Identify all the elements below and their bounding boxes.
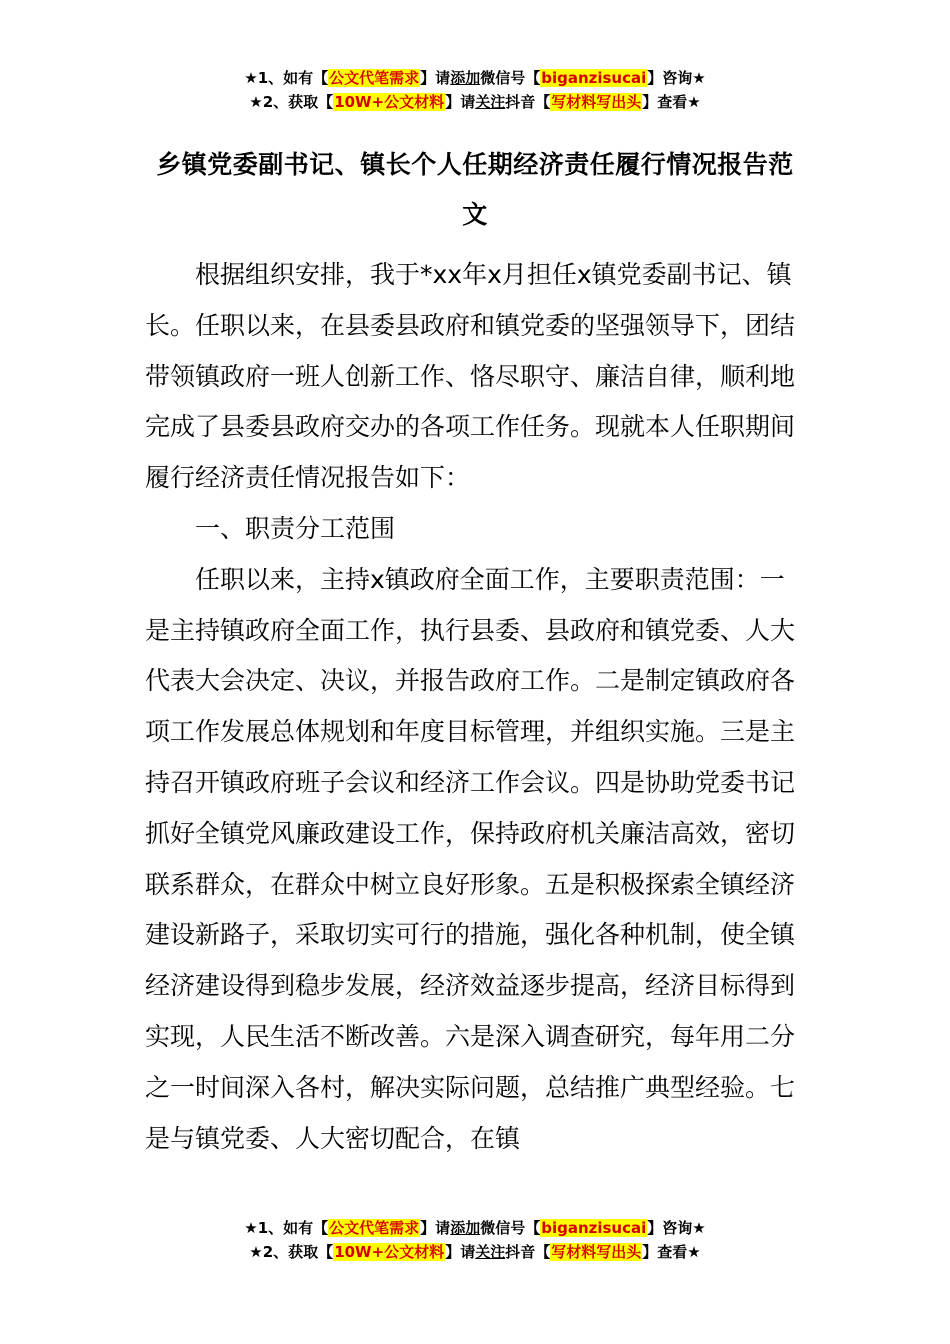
banner-line-1 [0, 1216, 950, 1240]
banner-text: 微信号【 [480, 69, 541, 87]
banner-underlined-text: 关注 [475, 1243, 506, 1261]
section-heading: 一、职责分工范围 [195, 513, 396, 543]
banner-line-2 [0, 90, 950, 114]
banner-highlight-douyin: 写材料写出头 [551, 1243, 642, 1261]
banner-highlight-wechat-id: biganzisucai [541, 69, 647, 87]
banner-text: 】咨询★ [647, 69, 706, 87]
banner-text: 】咨询★ [647, 1219, 706, 1237]
banner-text: ★1、如有【 [244, 69, 329, 87]
body-paragraph-intro: 根据组织安排，我于*xx年x月担任x镇党委副书记、镇长。任职以来，在县委县政府和镇党委的坚强领导下，团结带领镇政府一班人创新工作、恪尽职守、廉洁自律，顺利地完成了县委县政府交办的各项工作任务。现就本人任职期间履行经济责任情况报告如下： [145, 260, 796, 493]
banner-highlight-materials: 10W+公文材料 [334, 93, 445, 111]
banner-highlight-douyin: 写材料写出头 [551, 93, 642, 111]
header-banner [0, 66, 950, 114]
banner-text: 】请 [420, 69, 451, 87]
banner-highlight-service: 公文代笔需求 [329, 69, 420, 87]
banner-text: ★2、获取【 [249, 1243, 334, 1261]
banner-text: 】请 [420, 1219, 451, 1237]
banner-text: 】查看★ [642, 93, 701, 111]
banner-text: ★2、获取【 [249, 93, 334, 111]
banner-text: 微信号【 [480, 1219, 541, 1237]
banner-underlined-text: 关注 [475, 93, 506, 111]
banner-text: 】请 [445, 1243, 476, 1261]
banner-highlight-wechat-id: biganzisucai [541, 1219, 647, 1237]
banner-text: 抖音【 [505, 93, 551, 111]
banner-text: 】查看★ [642, 1243, 701, 1261]
banner-underlined-text: 添加 [450, 69, 481, 87]
banner-highlight-service: 公文代笔需求 [329, 1219, 420, 1237]
banner-text: 】请 [445, 93, 476, 111]
banner-text: 抖音【 [505, 1243, 551, 1261]
body-paragraph-duties: 任职以来，主持x镇政府全面工作，主要职责范围：一是主持镇政府全面工作，执行县委、县政府和镇党委、人大代表大会决定、决议，并报告政府工作。二是制定镇政府各项工作发展总体规划和年度目标管理，并组织实施。三是主持召开镇政府班子会议和经济工作会议。四是协助党委书记抓好全镇党风廉政建设工作，保持政府机关廉洁高效，密切联系群众，在群众中树立良好形象。五是积极探索全镇经济建设新路子，采取切实可行的措施，强化各种机制，使全镇经济建设得到稳步发展，经济效益逐步提高，经济目标得到实现，人民生活不断改善。六是深入调查研究，每年用二分之一时间深入各村，解决实际问题，总结推广典型经验。七是与镇党委、人大密切配合，在镇 [145, 564, 796, 1153]
banner-highlight-materials: 10W+公文材料 [334, 1243, 445, 1261]
banner-text: ★1、如有【 [244, 1219, 329, 1237]
document-body [145, 250, 805, 1164]
banner-line-1 [0, 66, 950, 90]
banner-line-2 [0, 1240, 950, 1264]
banner-underlined-text: 添加 [450, 1219, 481, 1237]
document-title: 乡镇党委副书记、镇长个人任期经济责任履行情况报告范文 [156, 150, 794, 229]
footer-banner [0, 1216, 950, 1264]
